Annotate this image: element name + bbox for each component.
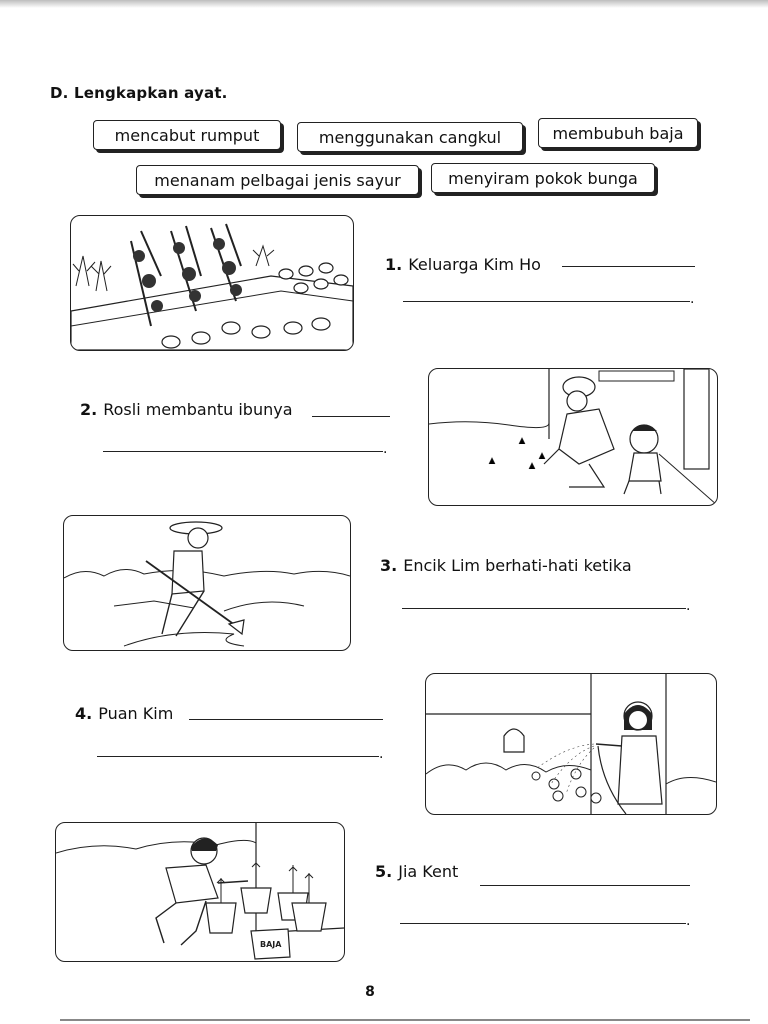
- question-3: [380, 556, 632, 575]
- answer-line[interactable]: [103, 451, 383, 452]
- word-bank-item: membubuh baja: [538, 118, 698, 148]
- word-bank-item: menggunakan cangkul: [297, 122, 523, 152]
- answer-line[interactable]: [562, 266, 695, 267]
- word-bank-item: menyiram pokok bunga: [431, 163, 655, 193]
- answer-line[interactable]: [403, 301, 690, 302]
- full-stop: .: [383, 441, 388, 457]
- question-5: [375, 862, 458, 881]
- full-stop: .: [379, 746, 384, 762]
- word-bank-item: mencabut rumput: [93, 120, 281, 150]
- question-text: Rosli membantu ibunya: [103, 400, 293, 419]
- question-text: Puan Kim: [98, 704, 174, 723]
- question-2: [80, 400, 293, 419]
- question-number: 3.: [380, 556, 398, 575]
- full-stop: .: [686, 913, 691, 929]
- answer-line[interactable]: [312, 416, 390, 417]
- page-number: 8: [365, 984, 375, 1000]
- word-bank-item: menanam pelbagai jenis sayur: [136, 165, 419, 195]
- question-number: 2.: [80, 400, 98, 419]
- question-number: 4.: [75, 704, 93, 723]
- answer-line[interactable]: [97, 756, 379, 757]
- question-text: Encik Lim berhati-hati ketika: [403, 556, 632, 575]
- watering-illustration: [425, 673, 717, 815]
- question-text: Jia Kent: [398, 862, 459, 881]
- question-number: 5.: [375, 862, 393, 881]
- bag-label: BAJA: [260, 940, 282, 949]
- answer-line[interactable]: [400, 923, 686, 924]
- vegetable-garden-illustration: [70, 215, 354, 351]
- fertilizing-illustration: [55, 822, 345, 962]
- exercise-heading: D. Lengkapkan ayat.: [50, 84, 228, 102]
- answer-line[interactable]: [402, 608, 686, 609]
- scan-top-shadow: [0, 0, 768, 8]
- hoeing-illustration: [63, 515, 351, 651]
- question-1: [385, 255, 541, 274]
- full-stop: .: [686, 598, 691, 614]
- scan-bottom-edge: [60, 1019, 750, 1021]
- question-number: 1.: [385, 255, 403, 274]
- answer-line[interactable]: [480, 885, 690, 886]
- weeding-illustration: [428, 368, 718, 506]
- full-stop: .: [690, 291, 695, 307]
- question-text: Keluarga Kim Ho: [408, 255, 541, 274]
- question-4: [75, 704, 173, 723]
- answer-line[interactable]: [189, 719, 383, 720]
